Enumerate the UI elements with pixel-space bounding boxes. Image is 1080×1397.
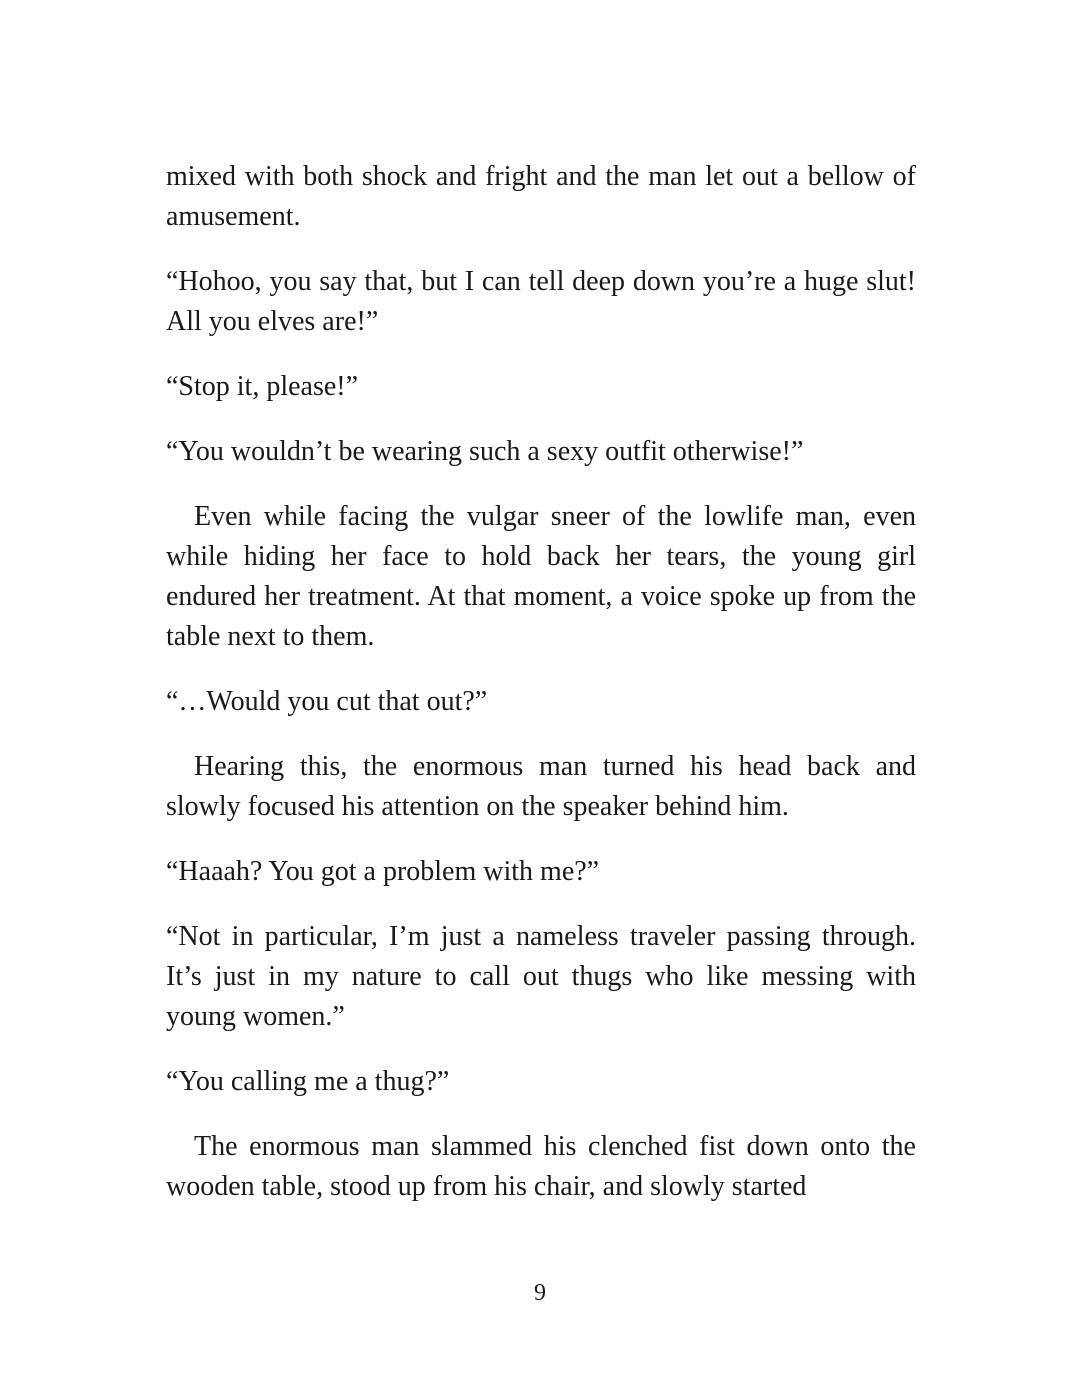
paragraph: Even while facing the vulgar sneer of the lowlife man, even while hiding her face to hold back her tears, the young girl endured her treatment. At that moment, a voice spoke up from the table next to them. [166, 501, 916, 652]
paragraph: The enormous man slammed his clenched fist down onto the wooden table, stood up from his chair, and slowly started [166, 1131, 916, 1202]
paragraph: “You calling me a thug?” [166, 1066, 450, 1097]
paragraph: “You wouldn’t be wearing such a sexy outfit otherwise!” [166, 436, 804, 467]
paragraph: Hearing this, the enormous man turned his head back and slowly focused his attention on the speaker behind him. [166, 751, 916, 822]
paragraph: mixed with both shock and fright and the man let out a bellow of amusement. [166, 161, 916, 232]
paragraph: “Haaah? You got a problem with me?” [166, 856, 600, 887]
paragraph: “Stop it, please!” [166, 371, 359, 402]
body-text [166, 157, 916, 1232]
paragraph: “…Would you cut that out?” [166, 686, 488, 717]
page-number: 9 [534, 1280, 546, 1306]
paragraph: “Hohoo, you say that, but I can tell deep down you’re a huge slut! All you elves are!” [166, 266, 916, 337]
paragraph: “Not in particular, I’m just a nameless traveler passing through. It’s just in my nature to call out thugs who like messing with young women.” [166, 921, 916, 1032]
